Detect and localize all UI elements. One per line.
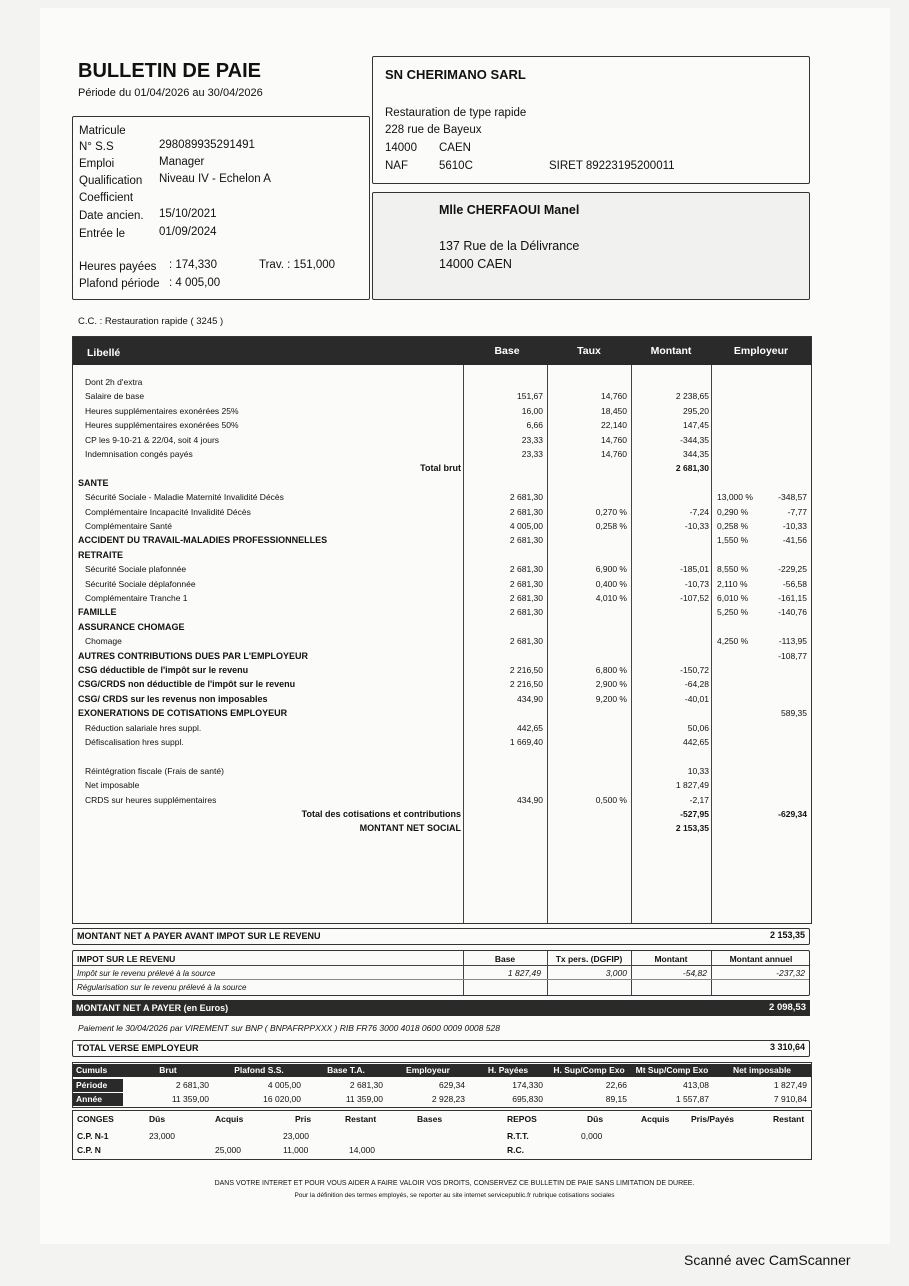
row-base: 16,00 <box>521 405 543 416</box>
net-before-tax-value: 2 153,35 <box>769 930 805 940</box>
total-employer-value: 3 310,64 <box>769 1042 805 1052</box>
row-employer-amount: -161,15 <box>778 593 807 603</box>
conges-header-restant: Restant <box>345 1114 377 1124</box>
table-row <box>73 391 811 405</box>
table-row <box>73 795 811 809</box>
cumuls-header-cell: Net imposable <box>713 1064 811 1077</box>
heures-value: : 174,330 <box>169 259 217 271</box>
cumuls-header-cell: Plafond S.S. <box>213 1064 305 1077</box>
conges-header-dus: Dûs <box>149 1114 166 1124</box>
row-label: Complémentaire Incapacité Invalidité Décès <box>85 506 251 517</box>
row-label: FAMILLE <box>78 607 117 618</box>
cumuls-cell: 629,34 <box>439 1079 465 1090</box>
row-label: Sécurité Sociale plafonnée <box>85 564 187 575</box>
row-base: 2 681,30 <box>509 564 543 575</box>
cumuls-cell: 1 557,87 <box>675 1094 709 1104</box>
row-employer-rate: 4,250 % <box>717 636 749 647</box>
table-row <box>73 406 811 420</box>
table-row <box>73 521 811 535</box>
qualification-value: Niveau IV - Echelon A <box>159 173 271 185</box>
cpn1-pris: 23,000 <box>283 1131 309 1141</box>
qualification-label: Qualification <box>79 175 143 187</box>
row-taux: 0,500 % <box>595 794 627 805</box>
row-montant: -10,33 <box>684 521 709 531</box>
row-base: 6,66 <box>526 420 543 431</box>
recipient-name: Mlle CHERFAOUI Manel <box>439 203 580 217</box>
cumuls-cell: 695,830 <box>512 1094 543 1104</box>
table-row <box>73 708 811 722</box>
row-label: Heures supplémentaires exonérées 25% <box>85 405 239 416</box>
table-header <box>73 337 811 365</box>
cumuls-cell: 22,66 <box>605 1079 627 1090</box>
table-row <box>73 377 811 391</box>
entree-value: 01/09/2024 <box>159 226 217 238</box>
cumuls-header-cell: H. Payées <box>469 1064 547 1077</box>
naf-label: NAF <box>385 160 408 172</box>
cumuls-cell: Année <box>73 1093 123 1106</box>
row-montant: -527,95 <box>680 809 709 819</box>
divider <box>73 965 809 966</box>
row-montant: -344,35 <box>680 434 709 445</box>
row-employer-rate: 5,250 % <box>717 607 749 618</box>
row-label: CSG/CRDS non déductible de l'impôt sur le revenu <box>78 679 296 690</box>
row-base: 151,67 <box>517 391 543 402</box>
header-libelle: Libellé <box>87 347 121 359</box>
table-row <box>73 492 811 506</box>
employer-name: SN CHERIMANO SARL <box>385 67 526 82</box>
cumuls-header-cell: H. Sup/Comp Exo <box>547 1064 631 1077</box>
row-label: Net imposable <box>85 780 140 791</box>
recipient-city: 14000 CAEN <box>439 257 512 271</box>
row-taux: 2,900 % <box>595 679 627 690</box>
siret: SIRET 89223195200011 <box>549 160 675 172</box>
income-tax-line1-rate: 3,000 <box>605 968 627 978</box>
row-taux: 6,900 % <box>595 564 627 575</box>
row-employer-amount: -140,76 <box>778 607 807 618</box>
cumuls-header-cell: Brut <box>123 1064 213 1077</box>
row-montant: 442,65 <box>683 737 709 747</box>
row-employer-rate: 0,258 % <box>717 521 749 531</box>
footer-line2: Pour la définition des termes employés, se reporter au site internet servicepublic.fr rubrique cotisations sociales <box>294 1192 615 1199</box>
row-montant: -64,28 <box>684 679 709 690</box>
row-montant: 2 238,65 <box>675 391 709 402</box>
row-montant: -7,24 <box>689 506 709 517</box>
entree-label: Entrée le <box>79 228 126 240</box>
header-employeur: Employeur <box>733 345 789 357</box>
nss-label: N° S.S <box>79 141 114 153</box>
header-taux: Taux <box>577 345 601 357</box>
cpn-pris: 11,000 <box>283 1145 309 1155</box>
employer-address: 228 rue de Bayeux <box>385 124 482 136</box>
row-montant: 2 681,30 <box>675 463 709 474</box>
cumuls-cell: 174,330 <box>512 1079 543 1090</box>
income-tax-line1-label: Impôt sur le revenu prélevé à la source <box>77 969 216 978</box>
table-row <box>73 420 811 434</box>
table-row <box>73 665 811 679</box>
row-montant: -40,01 <box>684 693 709 704</box>
cumuls-cell: 2 681,30 <box>175 1079 209 1090</box>
row-base: 4 005,00 <box>509 521 543 531</box>
table-row <box>73 694 811 708</box>
cumuls-cell: 4 005,00 <box>267 1079 301 1090</box>
income-tax-line1-annual: -237,32 <box>776 968 805 978</box>
row-taux: 0,270 % <box>595 506 627 517</box>
row-label: ASSURANCE CHOMAGE <box>78 621 185 632</box>
row-employer-rate: 1,550 % <box>717 535 749 546</box>
table-row <box>73 723 811 737</box>
table-row <box>73 593 811 607</box>
repos-header-restant: Restant <box>773 1114 805 1124</box>
table-row <box>73 622 811 636</box>
row-label: RETRAITE <box>78 549 123 560</box>
divider <box>73 979 809 980</box>
col-divider <box>547 951 548 995</box>
footer-line1: DANS VOTRE INTERET ET POUR VOUS AIDER A FAIRE VALOIR VOS DROITS, CONSERVEZ CE BULLETIN DE PAIE SANS LIMITATION DE DUREE. <box>214 1180 695 1187</box>
row-label: Réduction salariale hres suppl. <box>85 722 202 733</box>
cumuls-cell: 7 910,84 <box>773 1094 807 1104</box>
net-before-tax-label: MONTANT NET A PAYER AVANT IMPOT SUR LE REVENU <box>77 931 321 941</box>
row-taux: 9,200 % <box>595 693 627 704</box>
plafond-label: Plafond période <box>79 278 160 290</box>
row-label: AUTRES CONTRIBUTIONS DUES PAR L'EMPLOYEUR <box>78 650 308 661</box>
net-pay-label: MONTANT NET A PAYER (en Euros) <box>76 1003 229 1013</box>
conges-table <box>72 1110 812 1160</box>
table-row <box>73 535 811 549</box>
row-base: 434,90 <box>517 693 543 704</box>
cumuls-cell: 11 359,00 <box>345 1094 383 1104</box>
table-row <box>73 751 811 765</box>
row-employer-amount: 589,35 <box>781 708 807 719</box>
heures-label: Heures payées <box>79 261 157 273</box>
table-row <box>73 449 811 463</box>
cpn-label: C.P. N <box>77 1145 101 1155</box>
cumuls-cell: 2 681,30 <box>349 1079 383 1090</box>
date-ancien-value: 15/10/2021 <box>159 208 217 220</box>
row-taux: 14,760 <box>601 449 627 459</box>
document-title: BULLETIN DE PAIE <box>78 60 261 82</box>
cumuls-cell: 16 020,00 <box>263 1094 301 1104</box>
table-row <box>73 823 811 837</box>
row-employer-amount: -10,33 <box>782 521 807 531</box>
income-tax-rate-header: Tx pers. (DGFIP) <box>555 954 623 964</box>
row-montant: 10,33 <box>687 765 709 776</box>
repos-header-dus: Dûs <box>587 1114 604 1124</box>
row-label: Défiscalisation hres suppl. <box>85 737 184 747</box>
row-employer-amount: -7,77 <box>787 506 807 517</box>
table-row <box>73 766 811 780</box>
employer-city: CAEN <box>439 142 471 154</box>
employer-postcode: 14000 <box>385 142 417 154</box>
row-montant: 50,06 <box>687 722 709 733</box>
row-employer-amount: -229,25 <box>778 564 807 575</box>
cumuls-cell: 89,15 <box>605 1094 627 1104</box>
row-montant: 1 827,49 <box>675 780 709 791</box>
row-montant: -107,52 <box>680 593 709 603</box>
table-row <box>73 809 811 823</box>
row-base: 23,33 <box>521 434 543 445</box>
row-taux: 0,258 % <box>595 521 627 531</box>
row-base: 2 681,30 <box>509 492 543 503</box>
cumuls-table <box>72 1062 812 1108</box>
row-label: EXONERATIONS DE COTISATIONS EMPLOYEUR <box>78 708 288 719</box>
row-base: 2 681,30 <box>509 578 543 589</box>
net-before-tax-row <box>72 928 810 945</box>
row-label: Salaire de base <box>85 391 145 402</box>
row-taux: 22,140 <box>601 420 627 431</box>
row-base: 2 216,50 <box>509 679 543 690</box>
table-row <box>73 435 811 449</box>
cumuls-cell: 413,08 <box>683 1079 709 1090</box>
conges-header-acquis: Acquis <box>215 1114 244 1124</box>
cpn1-label: C.P. N-1 <box>77 1131 109 1141</box>
income-tax-base-header: Base <box>494 954 516 964</box>
cumuls-header-cell: Base T.A. <box>305 1064 387 1077</box>
row-employer-rate: 6,010 % <box>717 593 749 603</box>
row-montant: 2 153,35 <box>675 823 709 834</box>
row-base: 2 681,30 <box>509 607 543 618</box>
row-label: Chomage <box>85 636 122 647</box>
row-employer-rate: 13,000 % <box>717 492 753 503</box>
row-taux: 0,400 % <box>595 578 627 589</box>
row-base: 2 681,30 <box>509 506 543 517</box>
row-employer-amount: -629,34 <box>778 809 807 819</box>
row-employer-amount: -56,58 <box>782 578 807 589</box>
row-base: 1 669,40 <box>509 737 543 747</box>
table-row <box>73 679 811 693</box>
row-montant: -185,01 <box>680 564 709 575</box>
row-taux: 14,760 <box>601 391 627 402</box>
row-label: CRDS sur heures supplémentaires <box>85 794 217 805</box>
cumuls-header-cell: Cumuls <box>73 1064 123 1077</box>
coefficient-label: Coefficient <box>79 192 134 204</box>
table-row <box>73 780 811 794</box>
row-taux: 4,010 % <box>595 593 627 603</box>
row-base: 2 216,50 <box>509 665 543 675</box>
table-row <box>73 651 811 665</box>
employer-activity: Restauration de type rapide <box>385 107 527 119</box>
row-label: SANTE <box>78 477 109 488</box>
repos-header-acquis: Acquis <box>641 1114 670 1124</box>
row-employer-amount: -113,95 <box>778 636 807 647</box>
repos-header-label: REPOS <box>507 1114 537 1124</box>
naf-value: 5610C <box>439 160 473 172</box>
row-montant: 147,45 <box>683 420 709 431</box>
income-tax-line1-base: 1 827,49 <box>507 968 541 978</box>
matricule-label: Matricule <box>79 125 126 137</box>
date-ancien-label: Date ancien. <box>79 210 144 222</box>
cumuls-body <box>73 1063 811 1107</box>
header-base: Base <box>494 345 520 357</box>
recipient-box <box>372 192 810 300</box>
row-taux: 14,760 <box>601 434 627 445</box>
row-employer-rate: 8,550 % <box>717 564 749 575</box>
col-divider <box>631 951 632 995</box>
conges-header-pris: Pris <box>295 1114 312 1124</box>
emploi-value: Manager <box>159 156 205 168</box>
conges-header-bases: Bases <box>417 1114 443 1124</box>
col-divider <box>463 951 464 995</box>
table-row <box>73 564 811 578</box>
table-row <box>73 607 811 621</box>
row-base: 23,33 <box>521 449 543 459</box>
total-employer-label: TOTAL VERSE EMPLOYEUR <box>77 1043 199 1053</box>
nss-value: 298089935291491 <box>159 139 255 151</box>
row-label: Sécurité Sociale - Maladie Maternité Invalidité Décès <box>85 492 284 503</box>
row-montant: 295,20 <box>683 405 709 416</box>
row-label: Total brut <box>420 463 461 474</box>
col-divider <box>711 951 712 995</box>
row-montant: 344,35 <box>683 449 709 459</box>
row-label: Indemnisation congés payés <box>85 449 193 459</box>
table-row <box>73 550 811 564</box>
row-label: Dont 2h d'extra <box>85 377 143 387</box>
cumuls-header-cell: Employeur <box>387 1064 469 1077</box>
row-base: 2 681,30 <box>509 636 543 647</box>
cpn-acquis: 25,000 <box>215 1145 241 1155</box>
row-employer-rate: 2,110 % <box>717 578 748 589</box>
row-montant: -2,17 <box>689 794 709 805</box>
row-label: MONTANT NET SOCIAL <box>359 823 461 834</box>
emploi-label: Emploi <box>79 158 115 170</box>
row-employer-rate: 0,290 % <box>717 506 749 517</box>
row-taux: 18,450 <box>601 405 627 416</box>
row-label: CSG déductible de l'impôt sur le revenu <box>78 665 249 675</box>
row-label: Complémentaire Santé <box>85 521 172 531</box>
cumuls-cell: 2 928,23 <box>431 1094 465 1104</box>
period: Période du 01/04/2026 au 30/04/2026 <box>78 87 263 99</box>
scanner-watermark: Scanné avec CamScanner <box>684 1252 851 1268</box>
row-base: 442,65 <box>517 722 543 733</box>
income-tax-annual-header: Montant annuel <box>729 954 793 964</box>
employer-box <box>372 56 810 184</box>
row-taux: 6,800 % <box>595 665 627 675</box>
cpn1-dus: 23,000 <box>149 1131 175 1141</box>
row-employer-amount: -108,77 <box>778 650 807 661</box>
income-tax-line1-amount: -54,82 <box>682 968 707 978</box>
row-base: 2 681,30 <box>509 593 543 603</box>
row-label: Sécurité Sociale déplafonnée <box>85 578 196 589</box>
rtt-label: R.T.T. <box>507 1131 529 1141</box>
row-montant: -150,72 <box>680 665 709 675</box>
row-label: Heures supplémentaires exonérées 50% <box>85 420 239 431</box>
row-base: 434,90 <box>517 794 543 805</box>
trav-label: Trav. : 151,000 <box>259 259 336 271</box>
table-row <box>73 463 811 477</box>
row-label: Réintégration fiscale (Frais de santé) <box>85 765 224 776</box>
recipient-street: 137 Rue de la Délivrance <box>439 239 580 253</box>
row-base: 2 681,30 <box>509 535 543 546</box>
row-label: CP les 9-10-21 & 22/04, soit 4 jours <box>85 434 220 445</box>
payment-info: Paiement le 30/04/2026 par VIREMENT sur BNP ( BNPAFRPPXXX ) RIB FR76 3000 4018 0600 0009 0008 528 <box>78 1023 500 1033</box>
table-row <box>73 636 811 650</box>
repos-header-pris: Pris/Payés <box>691 1114 735 1124</box>
row-label: Total des cotisations et contributions <box>301 809 461 819</box>
rc-label: R.C. <box>507 1145 524 1155</box>
row-montant: -10,73 <box>684 578 709 589</box>
cpn-restant: 14,000 <box>349 1145 375 1155</box>
employee-info-box <box>72 116 370 300</box>
table-row <box>73 579 811 593</box>
table-row <box>73 507 811 521</box>
collective-agreement: C.C. : Restauration rapide ( 3245 ) <box>78 316 224 327</box>
row-employer-amount: -348,57 <box>778 492 807 503</box>
income-tax-title: IMPOT SUR LE REVENU <box>77 954 176 964</box>
rtt-dus: 0,000 <box>581 1131 603 1141</box>
net-pay-value: 2 098,53 <box>769 1002 806 1013</box>
row-label: CSG/ CRDS sur les revenus non imposables <box>78 693 268 704</box>
income-tax-box <box>72 950 810 996</box>
net-pay-row <box>72 1000 810 1016</box>
cumuls-cell: Période <box>73 1079 123 1092</box>
cumuls-cell: 1 827,49 <box>773 1079 807 1090</box>
conges-header-label: CONGES <box>77 1114 114 1124</box>
cumuls-header-cell: Mt Sup/Comp Exo <box>631 1064 713 1077</box>
cumuls-cell: 11 359,00 <box>171 1094 209 1104</box>
header-montant: Montant <box>650 345 692 357</box>
row-label: Complémentaire Tranche 1 <box>85 593 188 603</box>
row-employer-amount: -41,56 <box>782 535 807 546</box>
total-employer-row <box>72 1040 810 1057</box>
income-tax-line2-label: Régularisation sur le revenu prélevé à la source <box>77 983 247 992</box>
row-label: ACCIDENT DU TRAVAIL-MALADIES PROFESSIONNELLES <box>78 535 328 546</box>
plafond-value: : 4 005,00 <box>169 277 221 289</box>
income-tax-amount-header: Montant <box>654 954 688 964</box>
payslip-table <box>72 336 812 924</box>
table-row <box>73 478 811 492</box>
table-row <box>73 737 811 751</box>
